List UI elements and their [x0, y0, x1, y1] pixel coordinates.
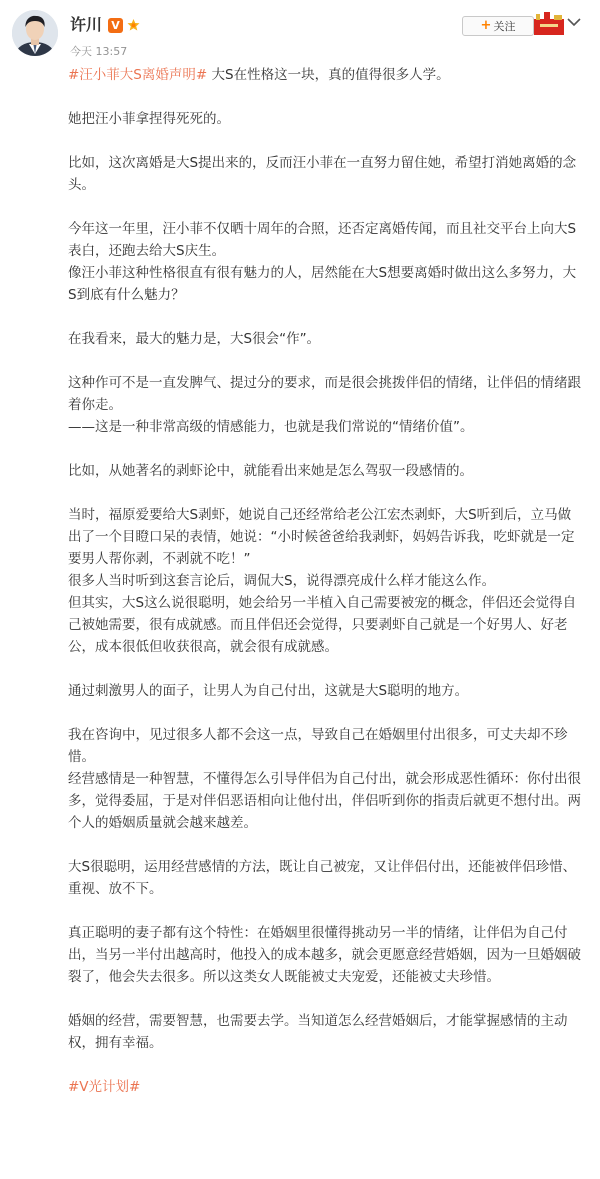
plus-icon: +: [480, 18, 492, 33]
footer-paragraph: [68, 1076, 584, 1098]
chevron-down-icon[interactable]: [566, 14, 582, 28]
paragraph: ——这是一种非常高级的情感能力，也就是我们常说的“情绪价值”。: [68, 419, 474, 435]
paragraph: 我在咨询中，见过很多人都不会这一点，导致自己在婚姻里付出很多，可丈夫却不珍惜。: [68, 727, 568, 765]
paragraph: 经营感情是一种智慧，不懂得怎么引导伴侣为自己付出，就会形成恶性循环：你付出很多，觉得委屈，于是对伴侣恶语相向让他付出，伴侣听到你的指责后就更不想付出。两个人的婚姻质量就会越来越差。: [68, 771, 581, 831]
post-timestamp[interactable]: 今天 13:57: [70, 45, 128, 58]
paragraph: 像汪小菲这种性格很直有很有魅力的人，居然能在大S想要离婚时做出这么多努力，大S到底有什么魅力？: [68, 265, 577, 303]
paragraph: 当时，福原爱要给大S剥虾，她说自己还经常给老公江宏杰剥虾，大S听到后，立马做出了一个目瞪口呆的表情，她说：“小时候爸爸给我剥虾，妈妈告诉我，吃虾就是一定要男人帮你剥，不剥就不吃！”: [68, 507, 575, 567]
paragraph: 比如，这次离婚是大S提出来的，反而汪小菲在一直努力留住她，希望打消她离婚的念头。: [68, 155, 577, 193]
paragraph: 比如，从她著名的剥虾论中，就能看出来她是怎么驾驭一段感情的。: [68, 463, 473, 479]
post-header: [0, 0, 600, 62]
paragraph: 但其实，大S这么说很聪明，她会给另一半植入自己需要被宠的概念，伴侣还会觉得自己被她需要，很有成就感。而且伴侣还会觉得，只要剥虾自己就是一个好男人、好老公，成本很低但收获很高，就会很有成就感。: [68, 595, 577, 655]
hashtag-link[interactable]: #汪小菲大S离婚声明#: [68, 67, 208, 83]
intro-text: 大S在性格这一块，真的值得很多人学。: [207, 67, 450, 83]
name-row: [70, 15, 141, 35]
paragraph: 她把汪小菲拿捏得死死的。: [68, 111, 230, 127]
paragraph: 在我看来，最大的魅力是，大S很会“作”。: [68, 331, 321, 347]
post-content: [68, 64, 584, 1098]
follow-button[interactable]: [462, 16, 534, 36]
footer-hashtag-link[interactable]: #V光计划#: [68, 1079, 141, 1095]
paragraph: 很多人当时听到这套言论后，调侃大S，说得漂亮成什么样才能这么作。: [68, 573, 496, 589]
paragraph: 今年这一年里，汪小菲不仅晒十周年的合照，还否定离婚传闻，而且社交平台上向大S表白，还跑去给大S庆生。: [68, 221, 577, 259]
avatar[interactable]: [12, 10, 58, 56]
paragraph: 大S很聪明，运用经营感情的方法，既让自己被宠，又让伴侣付出，还能被伴侣珍惜、重视、放不下。: [68, 859, 577, 897]
username[interactable]: 许川: [70, 15, 103, 34]
paragraph: 这种作可不是一直发脾气、提过分的要求，而是很会挑拨伴侣的情绪，让伴侣的情绪跟着你走。: [68, 375, 581, 413]
verified-v-icon: V: [108, 18, 123, 33]
follow-label: 关注: [493, 20, 516, 33]
paragraph: 真正聪明的妻子都有这个特性：在婚姻里很懂得挑动另一半的情绪，让伴侣为自己付出，当另一半付出越高时，他投入的成本越多，就会更愿意经营婚姻，因为一旦婚姻破裂了，他会失去很多。所以这类女人既能被丈夫宠爱，还能被丈夫珍惜。: [68, 925, 581, 985]
intro-paragraph: [68, 64, 584, 86]
flag-decoration-icon: [532, 10, 566, 36]
paragraph: 婚姻的经营，需要智慧，也需要去学。当知道怎么经营婚姻后，才能掌握感情的主动权，拥有幸福。: [68, 1013, 568, 1051]
fan-badge-icon: [126, 18, 141, 33]
paragraph: 通过刺激男人的面子，让男人为自己付出，这就是大S聪明的地方。: [68, 683, 469, 699]
